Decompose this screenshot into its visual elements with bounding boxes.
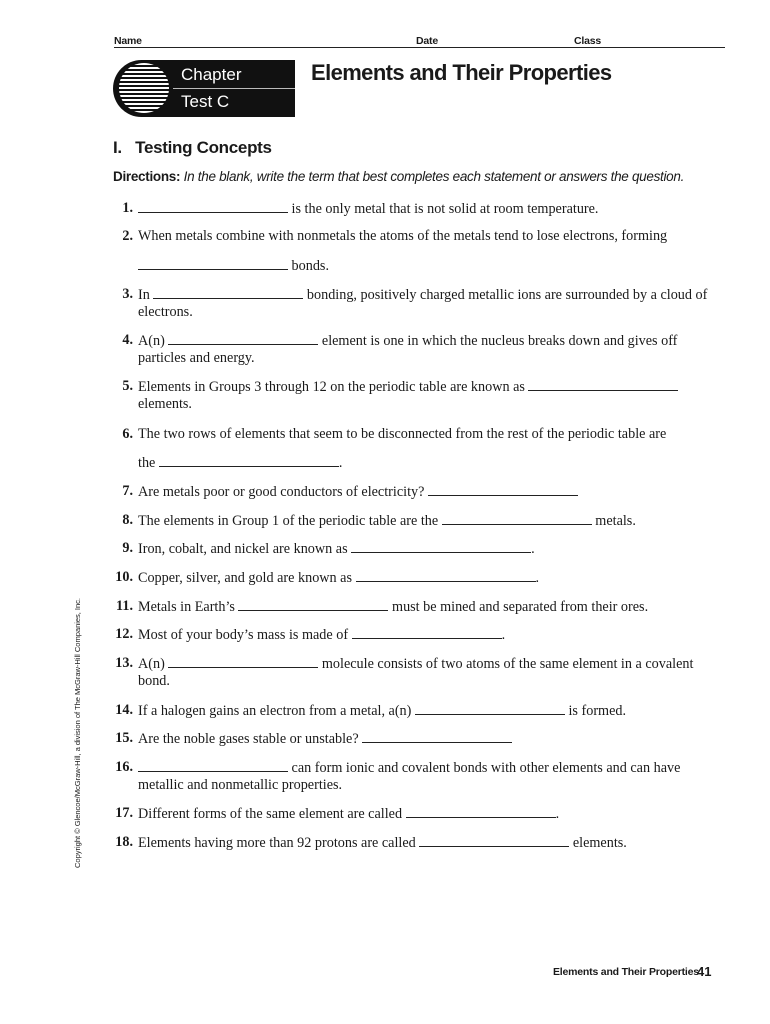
question-4: 4. A(n) element is one in which the nucleus breaks down and gives off particles and energy. xyxy=(122,332,678,366)
directions-text: In the blank, write the term that best completes each statement or answers the question. xyxy=(183,169,685,184)
question-6-continued: the . xyxy=(138,455,343,471)
question-3: 3. In bonding, positively charged metallic ions are surrounded by a cloud of electrons. xyxy=(122,286,708,320)
answer-blank-16[interactable] xyxy=(138,759,288,772)
class-label: Class xyxy=(574,35,602,47)
answer-blank-6[interactable] xyxy=(159,454,339,467)
copyright-notice: Copyright © Glencoe/McGraw-Hill, a division of The McGraw-Hill Companies, Inc. xyxy=(73,598,82,868)
question-12: 12. Most of your body’s mass is made of . xyxy=(115,626,506,643)
answer-blank-17[interactable] xyxy=(406,805,556,818)
answer-blank-5[interactable] xyxy=(528,378,678,391)
question-9: 9. Iron, cobalt, and nickel are known as . xyxy=(122,540,535,557)
question-2: 2. When metals combine with nonmetals the atoms of the metals tend to lose electrons, forming xyxy=(122,228,668,244)
question-14: 14. If a halogen gains an electron from a metal, a(n) is formed. xyxy=(115,702,627,719)
badge-divider xyxy=(173,88,295,89)
section-heading: I. Testing Concepts xyxy=(113,138,272,157)
answer-blank-7[interactable] xyxy=(428,483,578,496)
question-16: 16. can form ionic and covalent bonds with other elements and can have metallic and nonmetallic properties. xyxy=(115,759,681,793)
answer-blank-4[interactable] xyxy=(168,332,318,345)
answer-blank-10[interactable] xyxy=(356,569,536,582)
directions-label: Directions: xyxy=(113,169,181,184)
question-11: 11. Metals in Earth’s must be mined and separated from their ores. xyxy=(116,598,649,615)
question-1: 1. is the only metal that is not solid at room temperature. xyxy=(122,200,599,217)
answer-blank-15[interactable] xyxy=(362,730,512,743)
badge-chapter-text: Chapter xyxy=(181,65,242,84)
question-15: 15. Are the noble gases stable or unstable? xyxy=(113,730,713,748)
question-17: 17. Different forms of the same element are called . xyxy=(115,805,560,822)
directions xyxy=(113,169,684,184)
question-8: 8. The elements in Group 1 of the periodic table are the metals. xyxy=(122,512,636,529)
page-number: 41 xyxy=(697,964,712,979)
question-13: 13. A(n) molecule consists of two atoms of the same element in a covalent bond. xyxy=(115,655,694,689)
answer-blank-9[interactable] xyxy=(351,540,531,553)
page-title: Elements and Their Properties xyxy=(311,60,612,85)
question-6: 6. The two rows of elements that seem to be disconnected from the rest of the periodic table are xyxy=(122,426,667,442)
answer-blank-1[interactable] xyxy=(138,200,288,213)
question-5: 5. Elements in Groups 3 through 12 on the periodic table are known as elements. xyxy=(113,378,713,413)
header-rule xyxy=(114,47,725,48)
question-7: 7. Are metals poor or good conductors of electricity? xyxy=(113,483,713,501)
answer-blank-3[interactable] xyxy=(153,286,303,299)
striped-globe-icon xyxy=(119,63,169,113)
answer-blank-18[interactable] xyxy=(419,834,569,847)
question-18: 18. Elements having more than 92 protons are called elements. xyxy=(115,834,627,851)
answer-blank-8[interactable] xyxy=(442,512,592,525)
chapter-badge xyxy=(113,60,295,117)
answer-blank-13[interactable] xyxy=(168,655,318,668)
date-label: Date xyxy=(416,35,438,47)
answer-blank-14[interactable] xyxy=(415,702,565,715)
answer-blank-12[interactable] xyxy=(352,626,502,639)
footer-title: Elements and Their Properties xyxy=(553,966,699,978)
question-10: 10. Copper, silver, and gold are known as . xyxy=(115,569,540,586)
answer-blank-11[interactable] xyxy=(238,598,388,611)
question-2-continued: bonds. xyxy=(113,257,713,275)
answer-blank-2[interactable] xyxy=(138,257,288,270)
badge-test-text: Test C xyxy=(181,92,230,111)
name-label: Name xyxy=(114,35,142,47)
